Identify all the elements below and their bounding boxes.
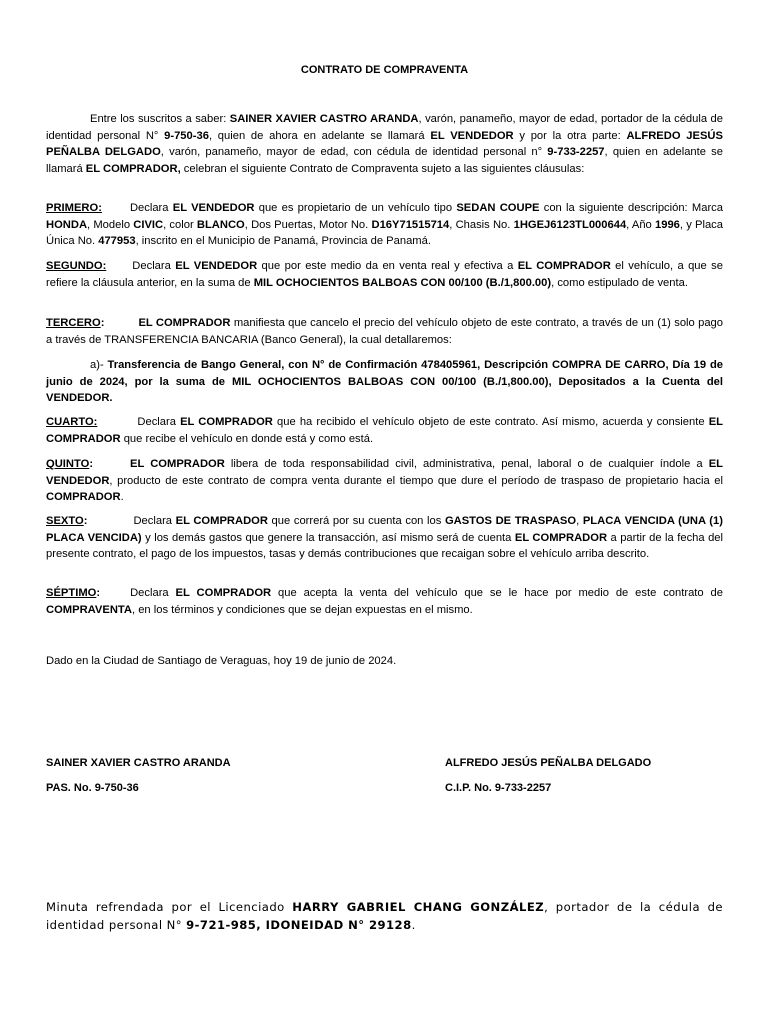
clause-quinto: QUINTO: EL COMPRADOR libera de toda responsabilidad civil, administrativa, penal, laboral o de cualquier índole a EL VENDEDOR, producto de este contrato de compra venta durante el tiempo que dure el período de traspaso de propietario hacia el COMPRADOR.	[46, 458, 723, 504]
intro-paragraph: Entre los suscritos a saber: SAINER XAVIER CASTRO ARANDA, varón, panameño, mayor de edad, portador de la cédula de identidad personal N° 9-750-36, quien de ahora en adelante se llamará EL VENDEDOR y por la otra parte: ALFREDO JESÚS PEÑALBA DELGADO, varón, panameño, mayor de edad, con cédula de identidad personal n° 9-733-2257, quien en adelante se llamará EL COMPRADOR, celebran el siguiente Contrato de Compraventa sujeto a las siguientes cláusulas:	[46, 113, 723, 175]
clause-segundo: SEGUNDO: Declara EL VENDEDOR que por este medio da en venta real y efectiva a EL COMPRADOR el vehículo, a que se refiere la cláusula anterior, en la suma de MIL OCHOCIENTOS BALBOAS CON 00/100 (B./1,800.00), como estipulado de venta.	[46, 260, 723, 289]
clause-primero: PRIMERO: Declara EL VENDEDOR que es propietario de un vehículo tipo SEDAN COUPE con la siguiente descripción: Marca HONDA, Modelo CIVIC, color BLANCO, Dos Puertas, Motor No. D16Y71515714, Chasis No. 1HGEJ6123TL000644, Año 1996, y Placa Única No. 477953, inscrito en el Municipio de Panamá, Provincia de Panamá.	[46, 202, 723, 248]
clause-tercero: TERCERO: EL COMPRADOR manifiesta que cancelo el precio del vehículo objeto de este contrato, a través de un (1) solo pago a través de TRANSFERENCIA BANCARIA (Banco General), la cual detallaremos:	[46, 317, 723, 346]
seller-signature-name: SAINER XAVIER CASTRO ARANDA	[46, 757, 231, 769]
clause-label: TERCERO	[46, 317, 101, 329]
date-place-line: Dado en la Ciudad de Santiago de Veraguas, hoy 19 de junio de 2024.	[46, 655, 397, 667]
buyer-name: ALFREDO JESÚS PEÑALBA DELGADO	[46, 129, 723, 159]
lawyer-id: 9-721-985, IDONEIDAD N° 29128	[186, 918, 412, 932]
buyer-signature-id: C.I.P. No. 9-733-2257	[445, 782, 552, 794]
clause-label: SEGUNDO:	[46, 260, 107, 272]
seller-signature-id: PAS. No. 9-750-36	[46, 782, 139, 794]
clause-sexto: SEXTO: Declara EL COMPRADOR que correrá por su cuenta con los GASTOS DE TRASPASO, PLACA VENCIDA (UNA (1) PLACA VENCIDA) y los demás gastos que genere la transacción, así mismo será de cuenta EL COMPRADOR a partir de la fecha del presente contrato, el pago de los impuestos, tasas y demás contribuciones que recaigan sobre el vehículo arriba descrito.	[46, 515, 724, 561]
clause-septimo: SÉPTIMO: Declara EL COMPRADOR que acepta la venta del vehículo que se le hace por medio de este contrato de COMPRAVENTA, en los términos y condiciones que se dejan expuestas en el mismo.	[46, 587, 723, 616]
clause-label: QUINTO	[46, 458, 90, 470]
clause-label: SEXTO	[46, 515, 84, 527]
clause-label: CUARTO:	[46, 416, 98, 428]
seller-id: 9-750-36	[164, 129, 209, 142]
buyer-id: 9-733-2257	[547, 146, 605, 159]
clause-label: PRIMERO:	[46, 202, 102, 214]
minuta-refrendo: Minuta refrendada por el Licenciado HARRY GABRIEL CHANG GONZÁLEZ, portador de la cédula de identidad personal N° 9-721-985, IDONEIDAD N° 29128.	[46, 900, 723, 932]
clause-label: SÉPTIMO	[46, 587, 97, 599]
seller-name: SAINER XAVIER CASTRO ARANDA	[229, 113, 419, 125]
clause-cuarto: CUARTO: Declara EL COMPRADOR que ha recibido el vehículo objeto de este contrato. Así mismo, acuerda y consiente EL COMPRADOR que recibe el vehículo en donde está y como está.	[46, 416, 723, 445]
payment-item: a)- Transferencia de Bango General, con N° de Confirmación 478405961, Descripción COMPRA DE CARRO, Día 19 de junio de 2024, por la suma de MIL OCHOCIENTOS BALBOAS CON 00/100 (B./1,800.00), Depositados a la Cuenta del VENDEDOR.	[46, 359, 724, 405]
buyer-signature-name: ALFREDO JESÚS PEÑALBA DELGADO	[445, 757, 652, 769]
document-title: CONTRATO DE COMPRAVENTA	[300, 64, 469, 76]
lawyer-name: HARRY GABRIEL CHANG GONZÁLEZ	[292, 900, 545, 914]
